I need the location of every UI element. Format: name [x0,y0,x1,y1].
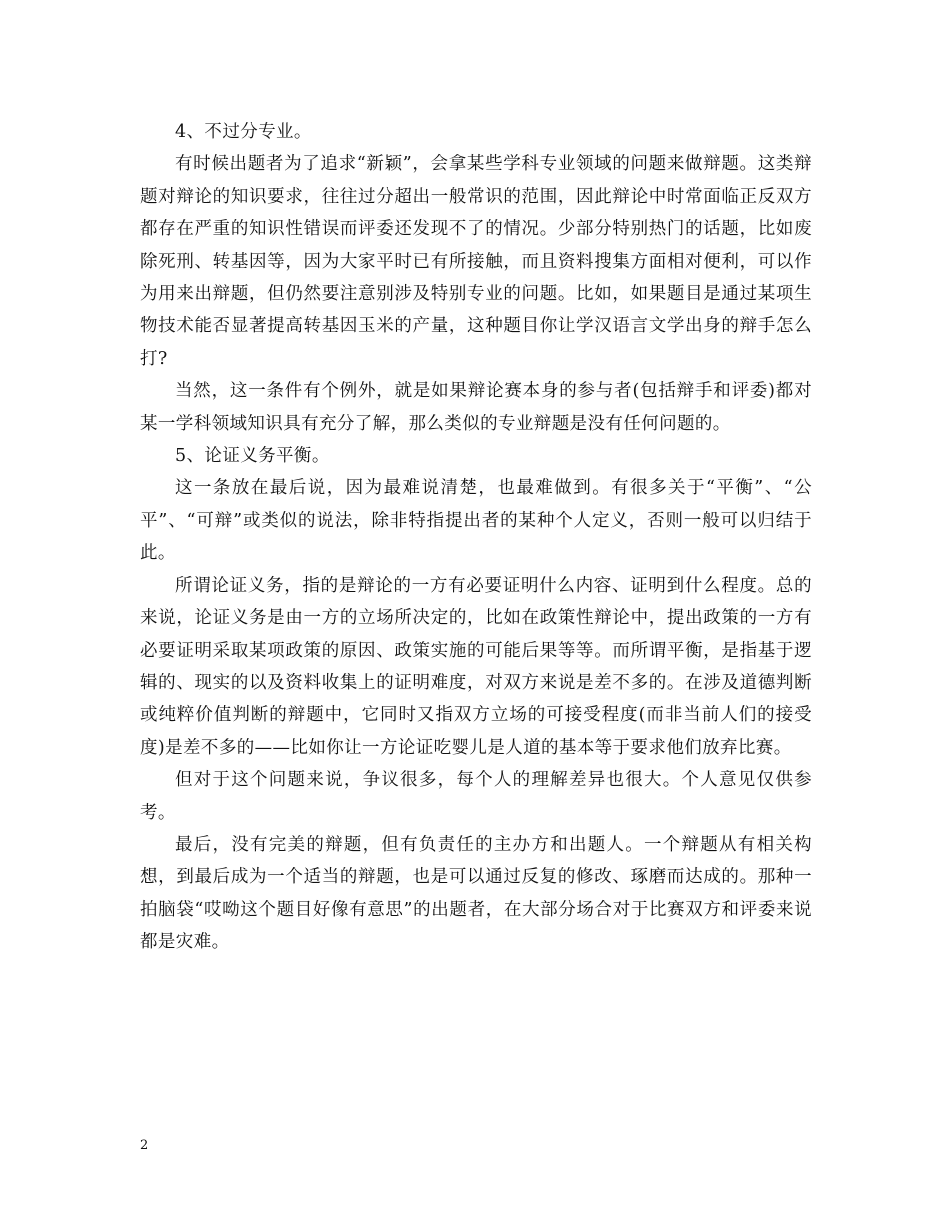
body-paragraph: 有时候出题者为了追求“新颖”，会拿某些学科专业领域的问题来做辩题。这类辩题对辩论的知识要求，往往过分超出一般常识的范围，因此辩论中时常面临正反双方都存在严重的知识性错误而评委还发现不了的情况。少部分特别热门的话题，比如废除死刑、转基因等，因为大家平时已有所接触，而且资料搜集方面相对便利，可以作为用来出辩题，但仍然要注意别涉及特别专业的问题。比如，如果题目是通过某项生物技术能否显著提高转基因玉米的产量，这种题目你让学汉语言文学出身的辩手怎么打? [140,154,812,369]
body-paragraph: 这一条放在最后说，因为最难说清楚，也最难做到。有很多关于“平衡”、“公平”、“可辩”或类似的说法，除非特指提出者的某种个人定义，否则一般可以归结于此。 [140,478,812,564]
body-paragraph: 但对于这个问题来说，争议很多，每个人的理解差异也很大。个人意见仅供参考。 [140,770,812,823]
section-heading-4: 4、不过分专业。 [175,122,312,142]
page-number: 2 [140,1138,149,1153]
body-paragraph: 当然，这一条件有个例外，就是如果辩论赛本身的参与者(包括辩手和评委)都对某一学科领域知识具有充分了解，那么类似的专业辩题是没有任何问题的。 [140,381,812,434]
section-heading-5: 5、论证义务平衡。 [175,446,330,467]
body-paragraph: 所谓论证义务，指的是辩论的一方有必要证明什么内容、证明到什么程度。总的来说，论证义务是由一方的立场所决定的，比如在政策性辩论中，提出政策的一方有必要证明采取某项政策的原因、政策实施的可能后果等等。而所谓平衡，是指基于逻辑的、现实的以及资料收集上的证明难度，对双方来说是差不多的。在涉及道德判断或纯粹价值判断的辩题中，它同时又指双方立场的可接受程度(而非当前人们的接受度)是差不多的——比如你让一方论证吃婴儿是人道的基本等于要求他们放弃比赛。 [140,575,812,758]
body-paragraph: 最后，没有完美的辩题，但有负责任的主办方和出题人。一个辩题从有相关构想，到最后成为一个适当的辩题，也是可以通过反复的修改、琢磨而达成的。那种一拍脑袋“哎呦这个题目好像有意思”的出题者，在大部分场合对于比赛双方和评委来说都是灾难。 [140,834,812,953]
document-body [140,116,812,959]
